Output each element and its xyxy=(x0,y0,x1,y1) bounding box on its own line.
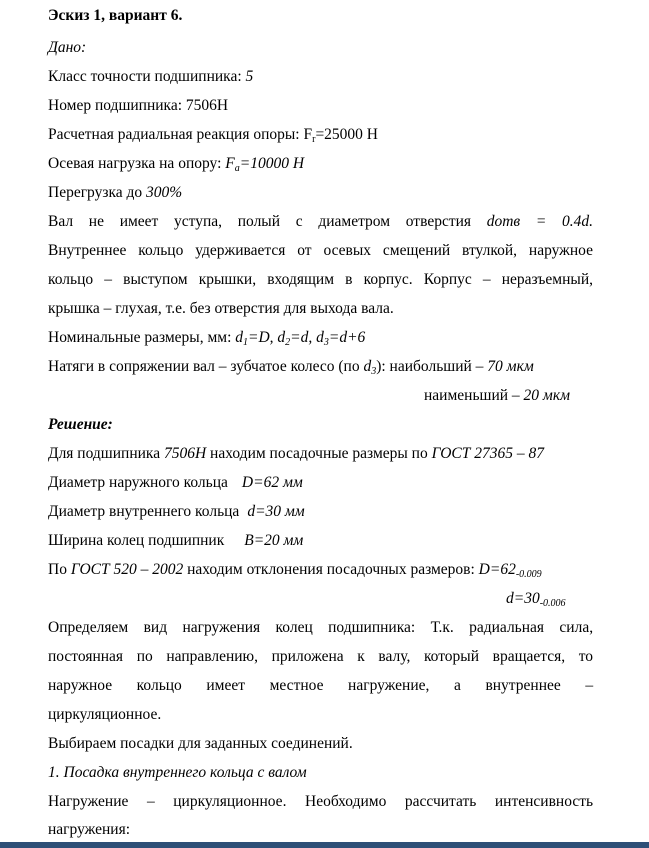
load-type-line-4: циркуляционное. xyxy=(48,706,162,723)
interference-line: Натяги в сопряжении вал – зубчатое колесо (по $d_3$): наибольший – 70 мкм xyxy=(48,358,534,377)
shaft-text-line-4: крышка – глухая, т.е. без отверстия для выхода вала. xyxy=(48,300,394,317)
radial-reaction-line: Расчетная радиальная реакция опоры: $F_r=25000$ Н xyxy=(48,126,378,145)
loading-line-2: нагружения: xyxy=(48,821,131,838)
heading: Эскиз 1, вариант 6. xyxy=(48,7,183,24)
load-type-line-2: постоянная по направлению, приложена к валу, который вращается, то xyxy=(48,648,594,665)
shaft-text-line-2: Внутреннее кольцо удерживается от осевых смещений втулкой, наружное xyxy=(48,242,593,259)
outer-diameter-line: Диаметр наружного кольца D=62 мм xyxy=(48,474,303,491)
loading-line-1: Нагружение – циркуляционное. Необходимо рассчитать интенсивность xyxy=(48,793,594,810)
page-bottom-border xyxy=(0,842,649,848)
solution-label: Решение: xyxy=(48,416,113,433)
shaft-text-line-1: Вал не имеет уступа, полый с диаметром отверстия dотв = 0.4d. xyxy=(48,213,594,230)
fits-selection-line: Выбираем посадки для заданных соединений. xyxy=(48,735,353,752)
shaft-text-line-3: кольцо – выступом крышки, входящим в корпус. Корпус – неразъемный, xyxy=(48,271,593,288)
solution-line-1: Для подшипника 7506Н находим посадочные размеры по ГОСТ 27365 – 87 xyxy=(48,445,544,462)
accuracy-class-line: Класс точности подшипника: 5 xyxy=(48,68,254,85)
deviation-d-line: d=30-0.006 xyxy=(506,590,566,609)
bearing-number-line: Номер подшипника: 7506Н xyxy=(48,97,229,114)
load-type-line-1: Определяем вид нагружения колец подшипника: Т.к. радиальная сила, xyxy=(48,619,594,636)
inner-diameter-line: Диаметр внутреннего кольца d=30 мм xyxy=(48,503,305,520)
given-label: Дано: xyxy=(48,39,87,56)
axial-load-line: Осевая нагрузка на опору: $F_a=10000$ Н xyxy=(48,155,305,174)
ring-width-line: Ширина колец подшипник B=20 мм xyxy=(48,532,304,549)
deviation-line: По ГОСТ 520 – 2002 находим отклонения посадочных размеров: D=62-0.009 xyxy=(48,561,542,580)
nominal-sizes-line: Номинальные размеры, мм: $d_1=D$, $d_2=d$, $d_3=d+6$ xyxy=(48,329,366,348)
load-type-line-3: наружное кольцо имеет местное нагружение, а внутреннее – xyxy=(48,677,594,694)
overload-line: Перегрузка до 300% xyxy=(48,184,183,201)
interference-min-line: наименьший – 20 мкм xyxy=(424,387,570,404)
item-1-heading: 1. Посадка внутреннего кольца с валом xyxy=(48,764,307,781)
